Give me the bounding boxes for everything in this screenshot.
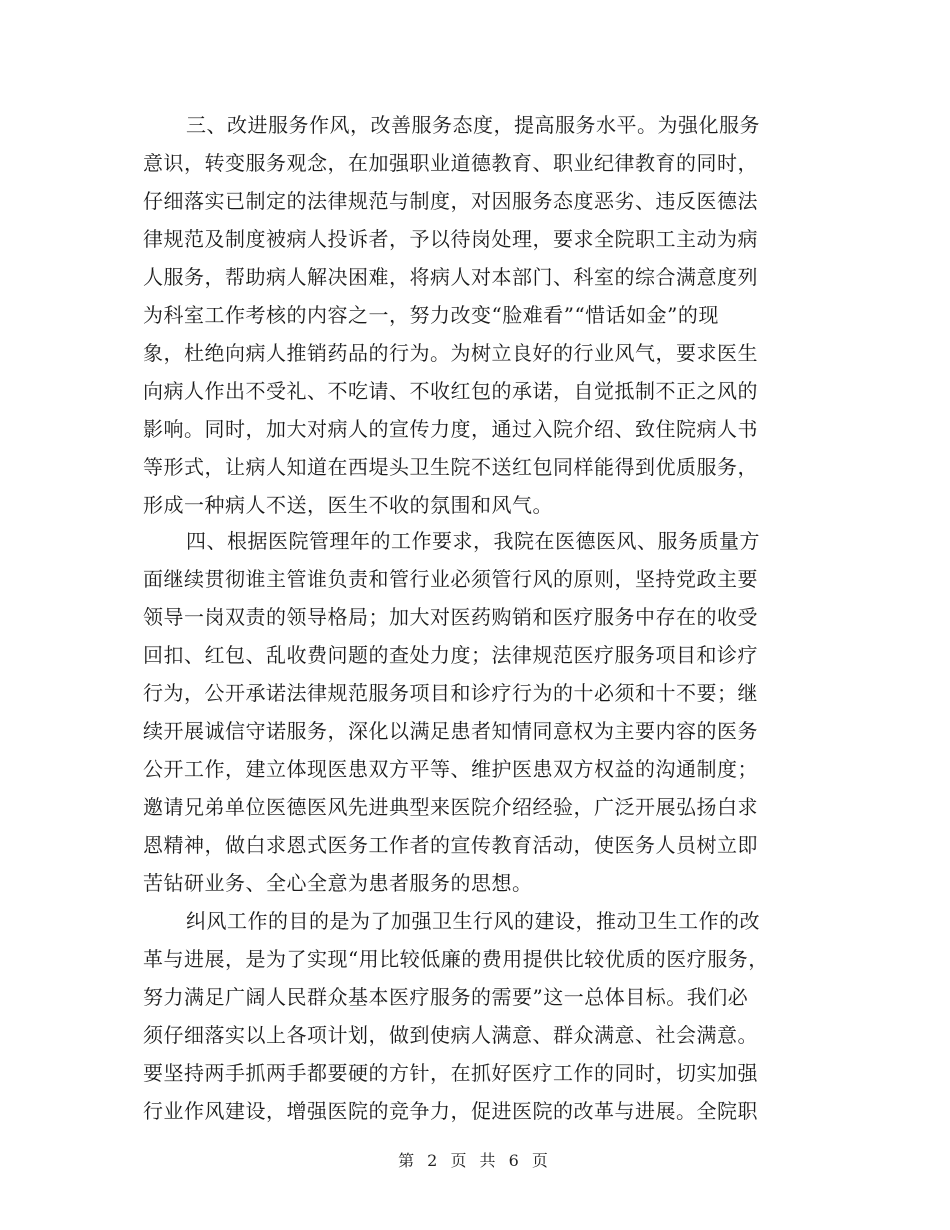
paragraph-3-line: 三、改进服务作风，改善服务态度，提高服务水平。为强化服务 xyxy=(186,113,760,137)
paragraph-conclusion-line: 行业作风建设，增强医院的竞争力，促进医院的改革与进展。全院职 xyxy=(143,1099,758,1123)
paragraph-4-line: 领导一岗双责的领导格局；加大对医药购销和医疗服务中存在的收受 xyxy=(143,605,758,629)
paragraph-3-line: 象，杜绝向病人推销药品的行为。为树立良好的行业风气，要求医生 xyxy=(143,341,758,365)
paragraph-4-line: 行为，公开承诺法律规范服务项目和诊疗行为的十必须和十不要；继 xyxy=(143,681,758,705)
paragraph-conclusion-line: 革与进展，是为了实现“用比较低廉的费用提供比较优质的医疗服务， xyxy=(143,947,769,971)
paragraph-4-line: 苦钻研业务、全心全意为患者服务的思想。 xyxy=(143,871,533,895)
page-number-footer: 第 2 页 共 6 页 xyxy=(398,1151,552,1170)
paragraph-conclusion-line: 纠风工作的目的是为了加强卫生行风的建设，推动卫生工作的改 xyxy=(186,909,760,933)
paragraph-4-line: 邀请兄弟单位医德医风先进典型来医院介绍经验，广泛开展弘扬白求 xyxy=(143,795,758,819)
paragraph-4-line: 恩精神，做白求恩式医务工作者的宣传教育活动，使医务人员树立即 xyxy=(143,833,758,857)
paragraph-3-line: 向病人作出不受礼、不吃请、不收红包的承诺，自觉抵制不正之风的 xyxy=(143,379,758,403)
paragraph-3-line: 等形式，让病人知道在西堤头卫生院不送红包同样能得到优质服务， xyxy=(143,455,758,479)
paragraph-4-line: 续开展诚信守诺服务，深化以满足患者知情同意权为主要内容的医务 xyxy=(143,719,758,743)
paragraph-3-line: 为科室工作考核的内容之一，努力改变“脸难看”“惜话如金”的现 xyxy=(143,303,719,327)
paragraph-4-line: 公开工作，建立体现医患双方平等、维护医患双方权益的沟通制度； xyxy=(143,757,758,781)
paragraph-4-line: 四、根据医院管理年的工作要求，我院在医德医风、服务质量方 xyxy=(186,529,760,553)
paragraph-3-line: 影响。同时，加大对病人的宣传力度，通过入院介绍、致住院病人书 xyxy=(143,417,758,441)
paragraph-3-line: 律规范及制度被病人投诉者，予以待岗处理，要求全院职工主动为病 xyxy=(143,227,758,251)
paragraph-conclusion-line: 努力满足广阔人民群众基本医疗服务的需要”这一总体目标。我们必 xyxy=(143,985,749,1009)
paragraph-3-line: 形成一种病人不送，医生不收的氛围和风气。 xyxy=(143,493,553,517)
paragraph-4-line: 回扣、红包、乱收费问题的查处力度；法律规范医疗服务项目和诊疗 xyxy=(143,643,758,667)
paragraph-4-line: 面继续贯彻谁主管谁负责和管行业必须管行风的原则，坚持党政主要 xyxy=(143,567,758,591)
paragraph-conclusion-line: 要坚持两手抓两手都要硬的方针，在抓好医疗工作的同时，切实加强 xyxy=(143,1061,758,1085)
paragraph-3-line: 仔细落实已制定的法律规范与制度，对因服务态度恶劣、违反医德法 xyxy=(143,189,758,213)
paragraph-3-line: 人服务，帮助病人解决困难，将病人对本部门、科室的综合满意度列 xyxy=(143,265,758,289)
paragraph-conclusion-line: 须仔细落实以上各项计划，做到使病人满意、群众满意、社会满意。 xyxy=(143,1023,758,1047)
paragraph-3-line: 意识，转变服务观念，在加强职业道德教育、职业纪律教育的同时， xyxy=(143,151,758,175)
